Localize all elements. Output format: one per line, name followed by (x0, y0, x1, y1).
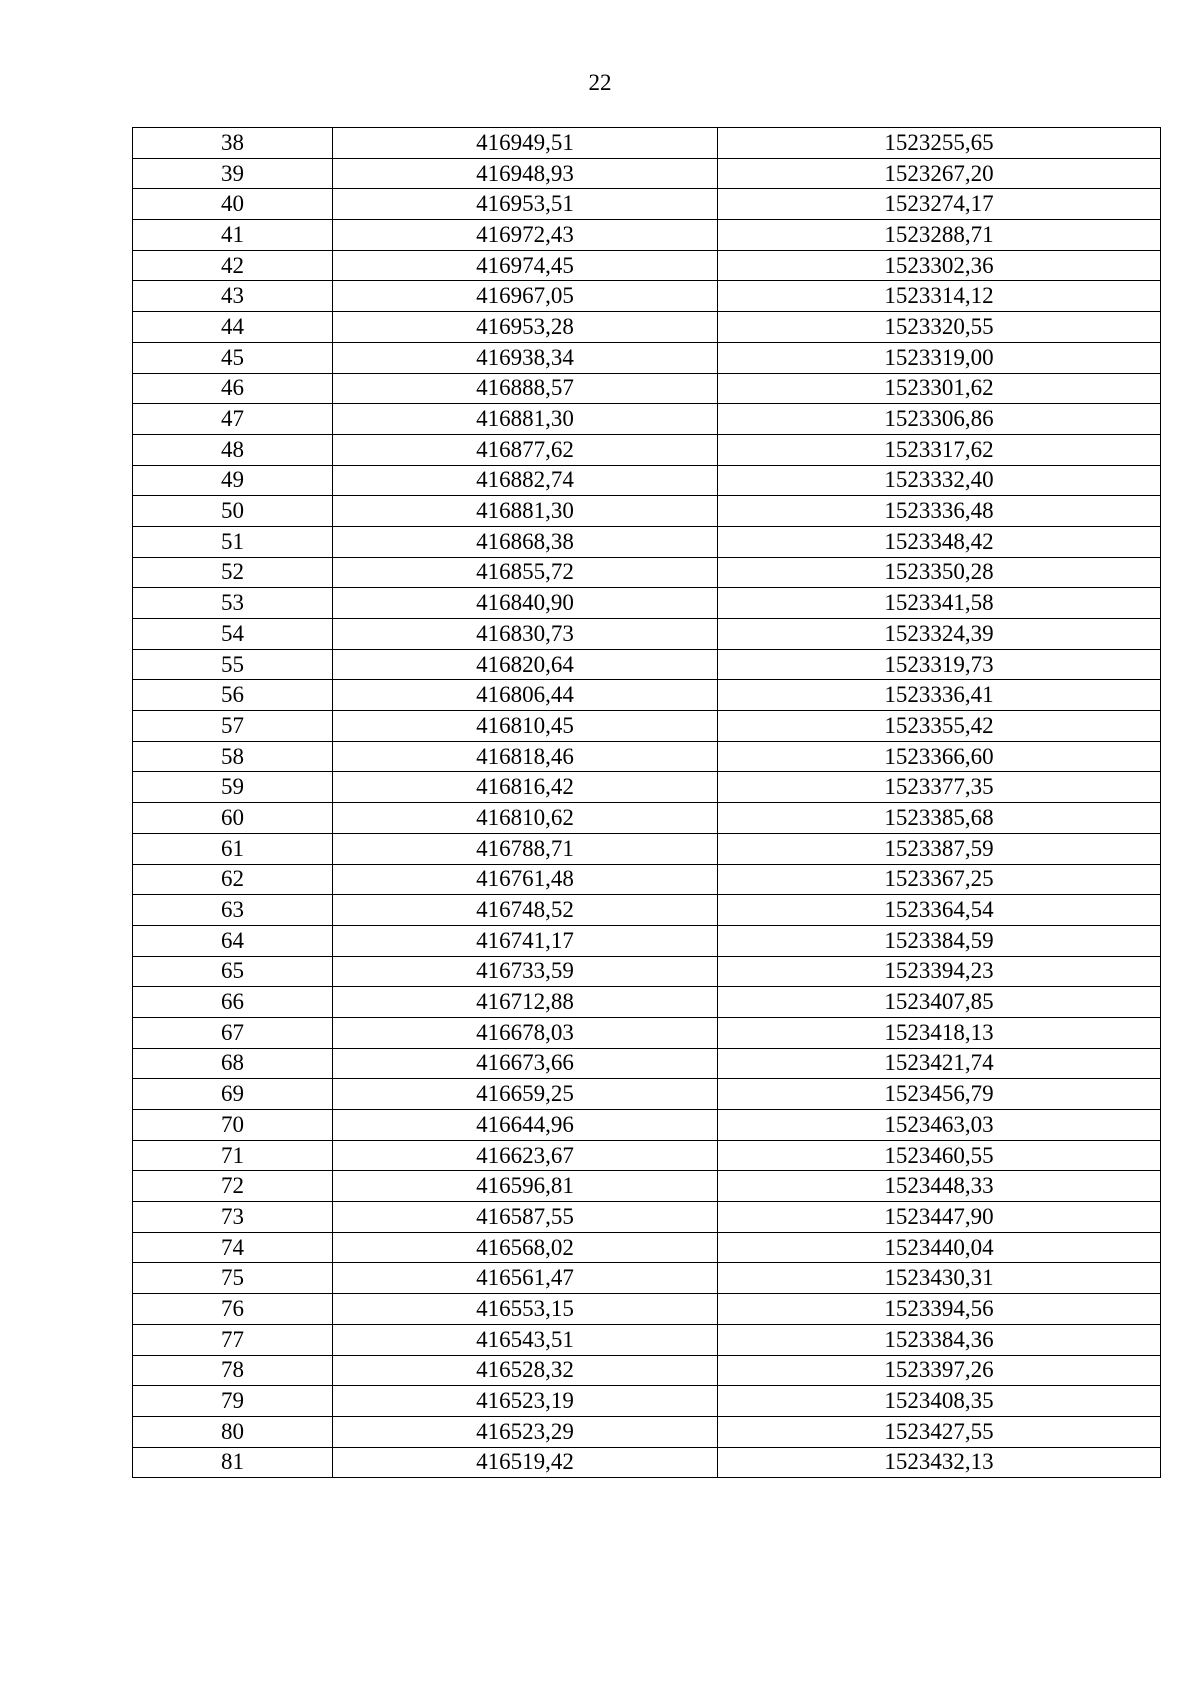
x-coordinate-cell: 416678,03 (333, 1017, 718, 1048)
point-number-cell: 67 (133, 1017, 333, 1048)
table-row (133, 711, 1161, 742)
y-coordinate-cell: 1523460,55 (718, 1140, 1161, 1171)
point-number-cell: 40 (133, 189, 333, 220)
table-row (133, 1294, 1161, 1325)
x-coordinate-cell: 416523,19 (333, 1386, 718, 1417)
table-row (133, 1202, 1161, 1233)
table-row (133, 1416, 1161, 1447)
x-coordinate-cell: 416948,93 (333, 158, 718, 189)
point-number-cell: 66 (133, 987, 333, 1018)
x-coordinate-cell: 416568,02 (333, 1232, 718, 1263)
y-coordinate-cell: 1523364,54 (718, 895, 1161, 926)
x-coordinate-cell: 416974,45 (333, 250, 718, 281)
y-coordinate-cell: 1523332,40 (718, 465, 1161, 496)
table-row (133, 987, 1161, 1018)
x-coordinate-cell: 416818,46 (333, 741, 718, 772)
y-coordinate-cell: 1523274,17 (718, 189, 1161, 220)
y-coordinate-cell: 1523447,90 (718, 1202, 1161, 1233)
y-coordinate-cell: 1523430,31 (718, 1263, 1161, 1294)
table-row (133, 1447, 1161, 1478)
table-row (133, 1232, 1161, 1263)
table-row (133, 1110, 1161, 1141)
point-number-cell: 73 (133, 1202, 333, 1233)
point-number-cell: 50 (133, 496, 333, 527)
table-row (133, 342, 1161, 373)
point-number-cell: 70 (133, 1110, 333, 1141)
table-row (133, 1079, 1161, 1110)
point-number-cell: 68 (133, 1048, 333, 1079)
y-coordinate-cell: 1523463,03 (718, 1110, 1161, 1141)
table-row (133, 250, 1161, 281)
table-row (133, 404, 1161, 435)
table-row (133, 925, 1161, 956)
y-coordinate-cell: 1523448,33 (718, 1171, 1161, 1202)
y-coordinate-cell: 1523350,28 (718, 557, 1161, 588)
point-number-cell: 76 (133, 1294, 333, 1325)
y-coordinate-cell: 1523366,60 (718, 741, 1161, 772)
x-coordinate-cell: 416820,64 (333, 649, 718, 680)
x-coordinate-cell: 416561,47 (333, 1263, 718, 1294)
point-number-cell: 49 (133, 465, 333, 496)
table-row (133, 588, 1161, 619)
point-number-cell: 44 (133, 312, 333, 343)
point-number-cell: 69 (133, 1079, 333, 1110)
y-coordinate-cell: 1523397,26 (718, 1355, 1161, 1386)
x-coordinate-cell: 416659,25 (333, 1079, 718, 1110)
coordinates-table (132, 127, 1161, 1478)
y-coordinate-cell: 1523394,23 (718, 956, 1161, 987)
y-coordinate-cell: 1523421,74 (718, 1048, 1161, 1079)
y-coordinate-cell: 1523367,25 (718, 864, 1161, 895)
x-coordinate-cell: 416528,32 (333, 1355, 718, 1386)
y-coordinate-cell: 1523440,04 (718, 1232, 1161, 1263)
y-coordinate-cell: 1523314,12 (718, 281, 1161, 312)
y-coordinate-cell: 1523387,59 (718, 833, 1161, 864)
x-coordinate-cell: 416938,34 (333, 342, 718, 373)
y-coordinate-cell: 1523394,56 (718, 1294, 1161, 1325)
point-number-cell: 72 (133, 1171, 333, 1202)
y-coordinate-cell: 1523407,85 (718, 987, 1161, 1018)
x-coordinate-cell: 416644,96 (333, 1110, 718, 1141)
x-coordinate-cell: 416830,73 (333, 619, 718, 650)
y-coordinate-cell: 1523355,42 (718, 711, 1161, 742)
point-number-cell: 51 (133, 526, 333, 557)
y-coordinate-cell: 1523427,55 (718, 1416, 1161, 1447)
table-row (133, 619, 1161, 650)
table-row (133, 741, 1161, 772)
table-row (133, 312, 1161, 343)
table-row (133, 956, 1161, 987)
y-coordinate-cell: 1523267,20 (718, 158, 1161, 189)
point-number-cell: 38 (133, 128, 333, 159)
x-coordinate-cell: 416967,05 (333, 281, 718, 312)
y-coordinate-cell: 1523320,55 (718, 312, 1161, 343)
x-coordinate-cell: 416748,52 (333, 895, 718, 926)
point-number-cell: 55 (133, 649, 333, 680)
x-coordinate-cell: 416810,45 (333, 711, 718, 742)
x-coordinate-cell: 416596,81 (333, 1171, 718, 1202)
point-number-cell: 46 (133, 373, 333, 404)
table-row (133, 1324, 1161, 1355)
table-row (133, 220, 1161, 251)
y-coordinate-cell: 1523319,00 (718, 342, 1161, 373)
x-coordinate-cell: 416882,74 (333, 465, 718, 496)
y-coordinate-cell: 1523317,62 (718, 434, 1161, 465)
y-coordinate-cell: 1523336,41 (718, 680, 1161, 711)
point-number-cell: 43 (133, 281, 333, 312)
point-number-cell: 47 (133, 404, 333, 435)
x-coordinate-cell: 416868,38 (333, 526, 718, 557)
table-row (133, 557, 1161, 588)
page-number: 22 (588, 70, 612, 95)
y-coordinate-cell: 1523301,62 (718, 373, 1161, 404)
table-row (133, 680, 1161, 711)
point-number-cell: 58 (133, 741, 333, 772)
x-coordinate-cell: 416733,59 (333, 956, 718, 987)
y-coordinate-cell: 1523288,71 (718, 220, 1161, 251)
point-number-cell: 52 (133, 557, 333, 588)
point-number-cell: 64 (133, 925, 333, 956)
point-number-cell: 71 (133, 1140, 333, 1171)
x-coordinate-cell: 416543,51 (333, 1324, 718, 1355)
x-coordinate-cell: 416972,43 (333, 220, 718, 251)
y-coordinate-cell: 1523377,35 (718, 772, 1161, 803)
x-coordinate-cell: 416587,55 (333, 1202, 718, 1233)
table-row (133, 465, 1161, 496)
point-number-cell: 81 (133, 1447, 333, 1478)
point-number-cell: 77 (133, 1324, 333, 1355)
x-coordinate-cell: 416712,88 (333, 987, 718, 1018)
point-number-cell: 42 (133, 250, 333, 281)
table-row (133, 833, 1161, 864)
table-row (133, 1017, 1161, 1048)
x-coordinate-cell: 416623,67 (333, 1140, 718, 1171)
y-coordinate-cell: 1523385,68 (718, 803, 1161, 834)
x-coordinate-cell: 416877,62 (333, 434, 718, 465)
y-coordinate-cell: 1523384,36 (718, 1324, 1161, 1355)
x-coordinate-cell: 416855,72 (333, 557, 718, 588)
table-row (133, 128, 1161, 159)
table-row (133, 1048, 1161, 1079)
coordinates-table-body (133, 128, 1161, 1478)
point-number-cell: 59 (133, 772, 333, 803)
table-row (133, 864, 1161, 895)
x-coordinate-cell: 416840,90 (333, 588, 718, 619)
point-number-cell: 41 (133, 220, 333, 251)
x-coordinate-cell: 416810,62 (333, 803, 718, 834)
y-coordinate-cell: 1523456,79 (718, 1079, 1161, 1110)
x-coordinate-cell: 416949,51 (333, 128, 718, 159)
table-row (133, 496, 1161, 527)
y-coordinate-cell: 1523348,42 (718, 526, 1161, 557)
point-number-cell: 63 (133, 895, 333, 926)
y-coordinate-cell: 1523341,58 (718, 588, 1161, 619)
point-number-cell: 78 (133, 1355, 333, 1386)
table-row (133, 373, 1161, 404)
point-number-cell: 57 (133, 711, 333, 742)
table-row (133, 526, 1161, 557)
point-number-cell: 80 (133, 1416, 333, 1447)
x-coordinate-cell: 416553,15 (333, 1294, 718, 1325)
point-number-cell: 53 (133, 588, 333, 619)
table-row (133, 281, 1161, 312)
table-row (133, 158, 1161, 189)
x-coordinate-cell: 416953,28 (333, 312, 718, 343)
point-number-cell: 48 (133, 434, 333, 465)
x-coordinate-cell: 416788,71 (333, 833, 718, 864)
x-coordinate-cell: 416761,48 (333, 864, 718, 895)
x-coordinate-cell: 416953,51 (333, 189, 718, 220)
table-row (133, 803, 1161, 834)
y-coordinate-cell: 1523324,39 (718, 619, 1161, 650)
x-coordinate-cell: 416888,57 (333, 373, 718, 404)
y-coordinate-cell: 1523255,65 (718, 128, 1161, 159)
x-coordinate-cell: 416673,66 (333, 1048, 718, 1079)
y-coordinate-cell: 1523319,73 (718, 649, 1161, 680)
y-coordinate-cell: 1523408,35 (718, 1386, 1161, 1417)
point-number-cell: 62 (133, 864, 333, 895)
point-number-cell: 79 (133, 1386, 333, 1417)
table-row (133, 1355, 1161, 1386)
x-coordinate-cell: 416881,30 (333, 496, 718, 527)
point-number-cell: 54 (133, 619, 333, 650)
point-number-cell: 45 (133, 342, 333, 373)
x-coordinate-cell: 416816,42 (333, 772, 718, 803)
x-coordinate-cell: 416806,44 (333, 680, 718, 711)
point-number-cell: 74 (133, 1232, 333, 1263)
point-number-cell: 56 (133, 680, 333, 711)
point-number-cell: 39 (133, 158, 333, 189)
y-coordinate-cell: 1523384,59 (718, 925, 1161, 956)
y-coordinate-cell: 1523302,36 (718, 250, 1161, 281)
point-number-cell: 60 (133, 803, 333, 834)
table-row (133, 434, 1161, 465)
table-row (133, 189, 1161, 220)
y-coordinate-cell: 1523306,86 (718, 404, 1161, 435)
point-number-cell: 65 (133, 956, 333, 987)
table-row (133, 1386, 1161, 1417)
table-row (133, 649, 1161, 680)
point-number-cell: 75 (133, 1263, 333, 1294)
table-row (133, 1263, 1161, 1294)
table-row (133, 772, 1161, 803)
y-coordinate-cell: 1523336,48 (718, 496, 1161, 527)
table-row (133, 895, 1161, 926)
table-row (133, 1171, 1161, 1202)
x-coordinate-cell: 416523,29 (333, 1416, 718, 1447)
x-coordinate-cell: 416881,30 (333, 404, 718, 435)
table-row (133, 1140, 1161, 1171)
y-coordinate-cell: 1523432,13 (718, 1447, 1161, 1478)
x-coordinate-cell: 416519,42 (333, 1447, 718, 1478)
x-coordinate-cell: 416741,17 (333, 925, 718, 956)
point-number-cell: 61 (133, 833, 333, 864)
y-coordinate-cell: 1523418,13 (718, 1017, 1161, 1048)
